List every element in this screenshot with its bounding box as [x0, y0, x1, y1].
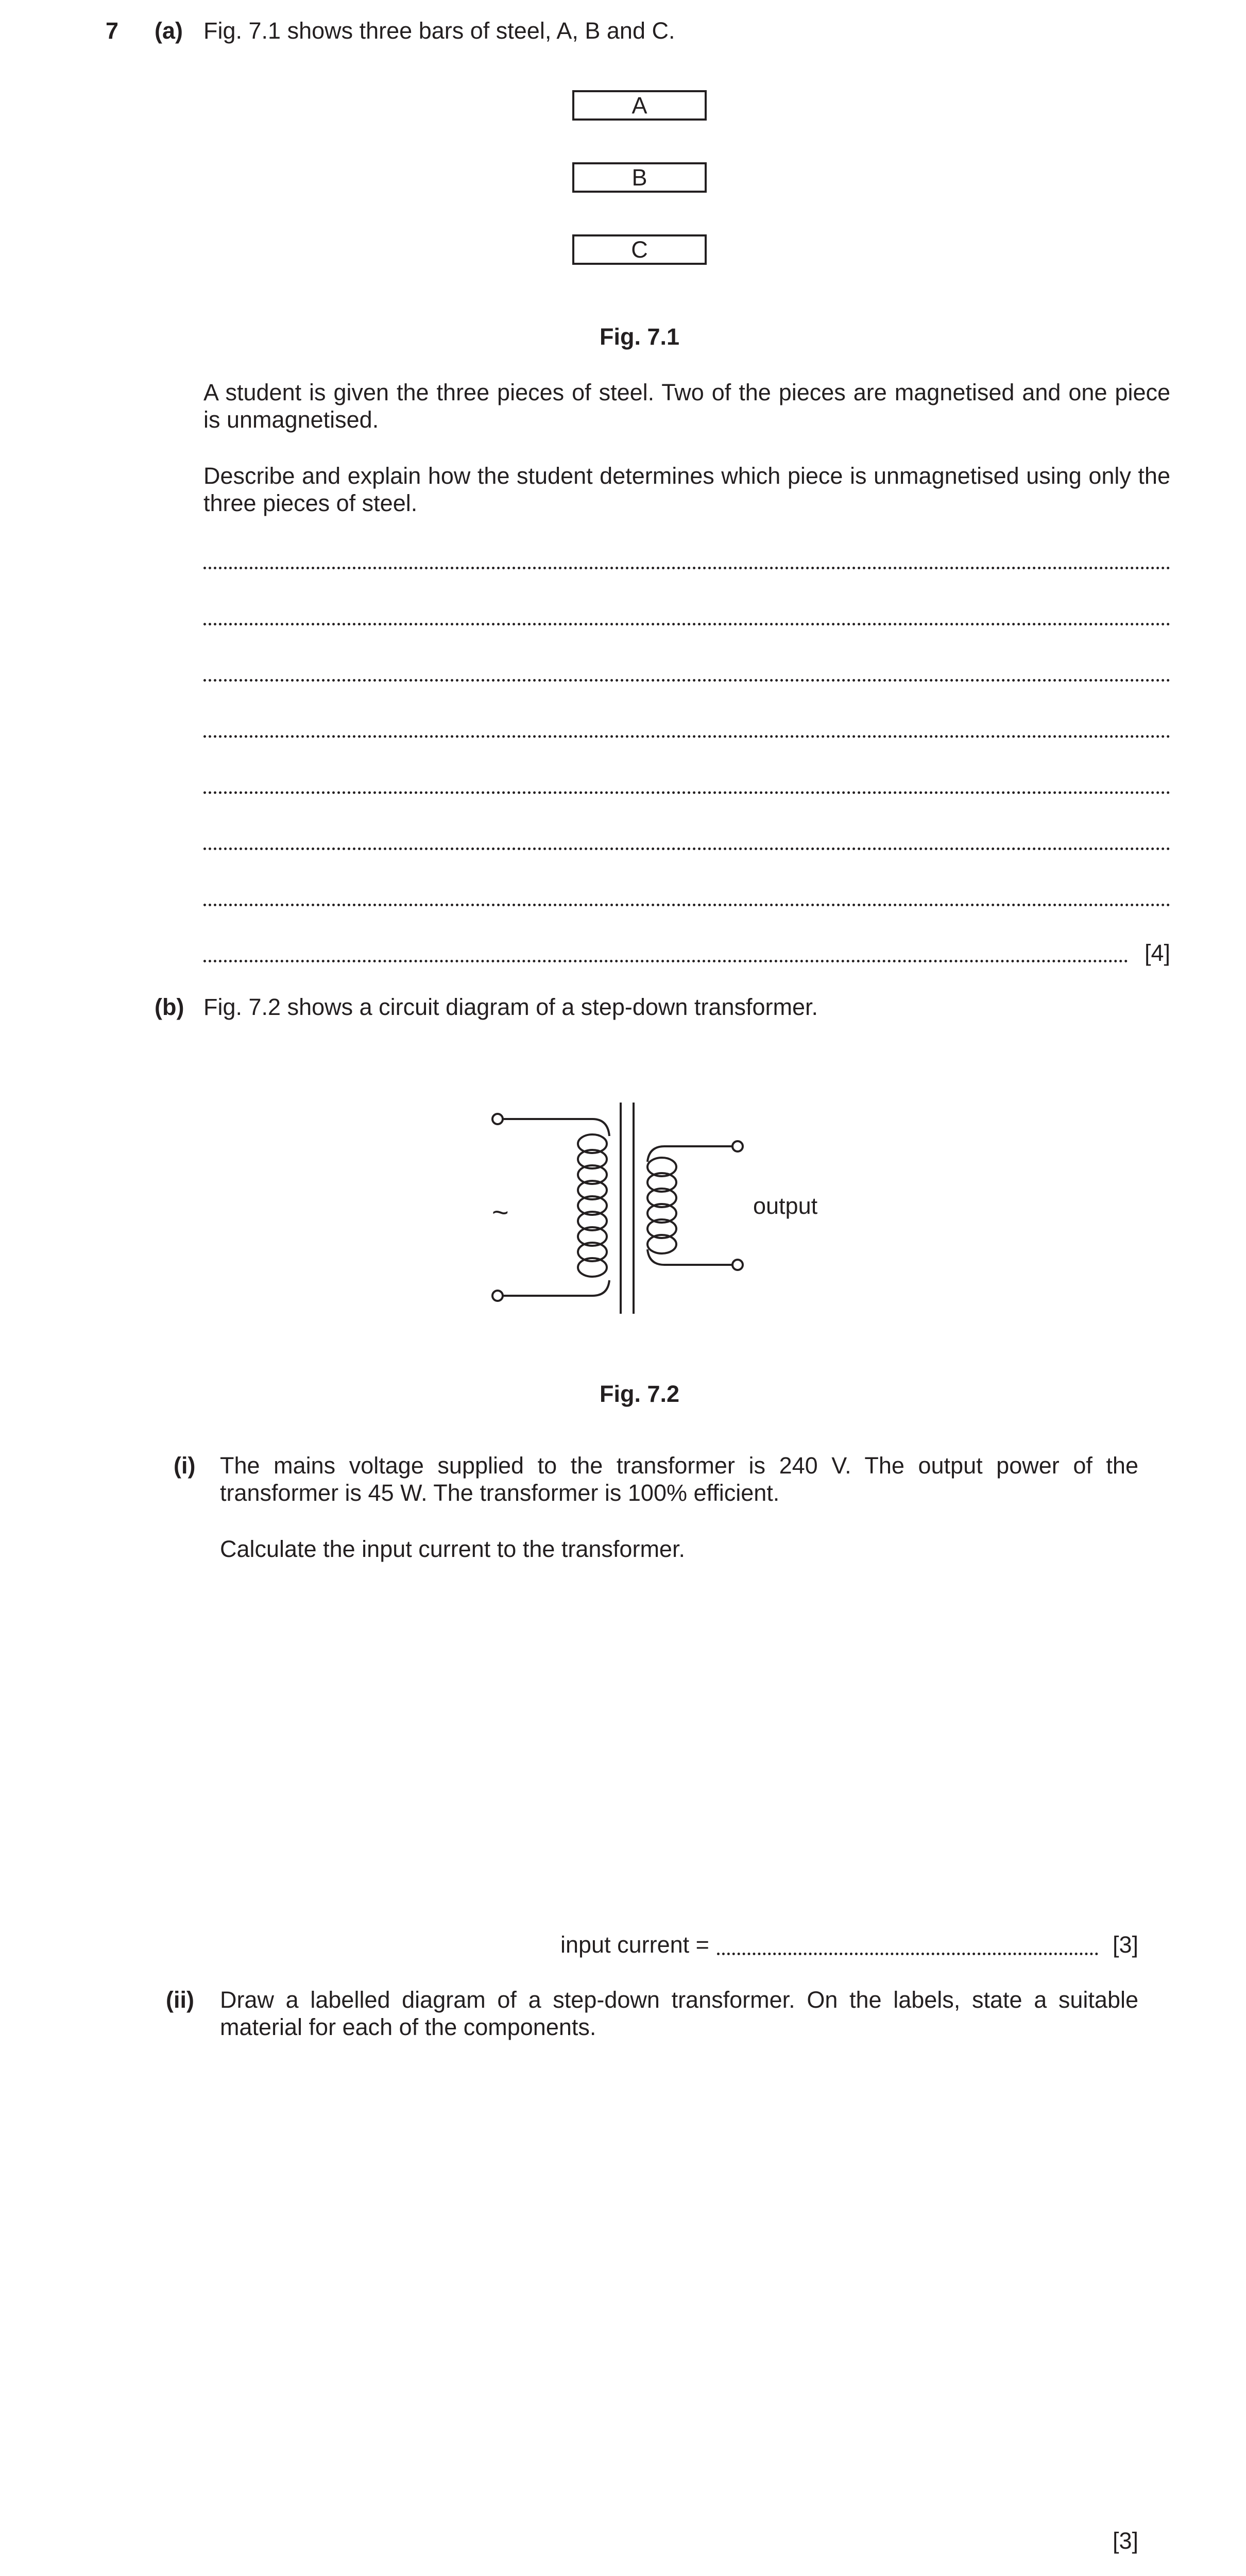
primary-lead-bottom — [503, 1280, 609, 1296]
sub-ii-paragraph-1: Draw a labelled diagram of a step-down transformer. On the labels, state a suitable material for each of the components. — [220, 1987, 1138, 2040]
primary-coil — [578, 1134, 607, 1277]
input-current-label: input current = — [560, 1931, 709, 1958]
secondary-terminal-bottom — [732, 1260, 743, 1270]
secondary-lead-top — [647, 1146, 732, 1162]
answer-line[interactable] — [203, 567, 1170, 569]
part-a-intro: Fig. 7.1 shows three bars of steel, A, B and C. — [203, 18, 675, 44]
primary-terminal-top — [492, 1114, 503, 1124]
sub-i-paragraph-1: The mains voltage supplied to the transformer is 240 V. The output power of the transformer is 45 W. The transformer is 100% efficient. — [220, 1452, 1138, 1506]
answer-line[interactable] — [203, 848, 1170, 850]
sub-i-paragraph-2: Calculate the input current to the transformer. — [220, 1536, 685, 1562]
part-a-marks: [4] — [1144, 940, 1170, 966]
answer-line[interactable] — [203, 679, 1170, 682]
secondary-coil — [647, 1158, 676, 1253]
transformer-circuit-diagram — [464, 1087, 834, 1324]
question-number: 7 — [106, 18, 119, 44]
fig-7-2-caption: Fig. 7.2 — [599, 1381, 680, 1407]
fig-7-1-caption: Fig. 7.1 — [599, 324, 680, 350]
ac-supply-symbol: ~ — [492, 1196, 509, 1228]
input-current-answer-line[interactable] — [717, 1953, 1098, 1955]
answer-line[interactable] — [203, 735, 1170, 738]
answer-line[interactable] — [203, 960, 1128, 962]
sub-i-label: (i) — [174, 1452, 196, 1479]
diagram-drawing-area[interactable] — [220, 2056, 1138, 2488]
answer-line[interactable] — [203, 904, 1170, 906]
steel-bar-b: B — [572, 162, 707, 193]
part-a-paragraph-2: Describe and explain how the student determines which piece is unmagnetised using only the three pieces of steel. — [203, 463, 1170, 516]
answer-line[interactable] — [203, 623, 1170, 625]
primary-terminal-bottom — [492, 1291, 503, 1301]
steel-bar-c: C — [572, 234, 707, 265]
secondary-terminal-top — [732, 1141, 743, 1151]
sub-i-marks: [3] — [1112, 1931, 1138, 1958]
sub-ii-label: (ii) — [166, 1987, 194, 2013]
part-a-label: (a) — [155, 18, 183, 44]
secondary-lead-bottom — [647, 1249, 732, 1265]
steel-bar-a: A — [572, 90, 707, 121]
part-a-paragraph-1: A student is given the three pieces of steel. Two of the pieces are magnetised and one piece is unmagnetised. — [203, 379, 1170, 433]
part-b-intro: Fig. 7.2 shows a circuit diagram of a step-down transformer. — [203, 994, 818, 1020]
part-b-label: (b) — [155, 994, 184, 1020]
sub-ii-marks: [3] — [1112, 2528, 1138, 2554]
output-label: output — [753, 1193, 818, 1219]
answer-line[interactable] — [203, 791, 1170, 794]
